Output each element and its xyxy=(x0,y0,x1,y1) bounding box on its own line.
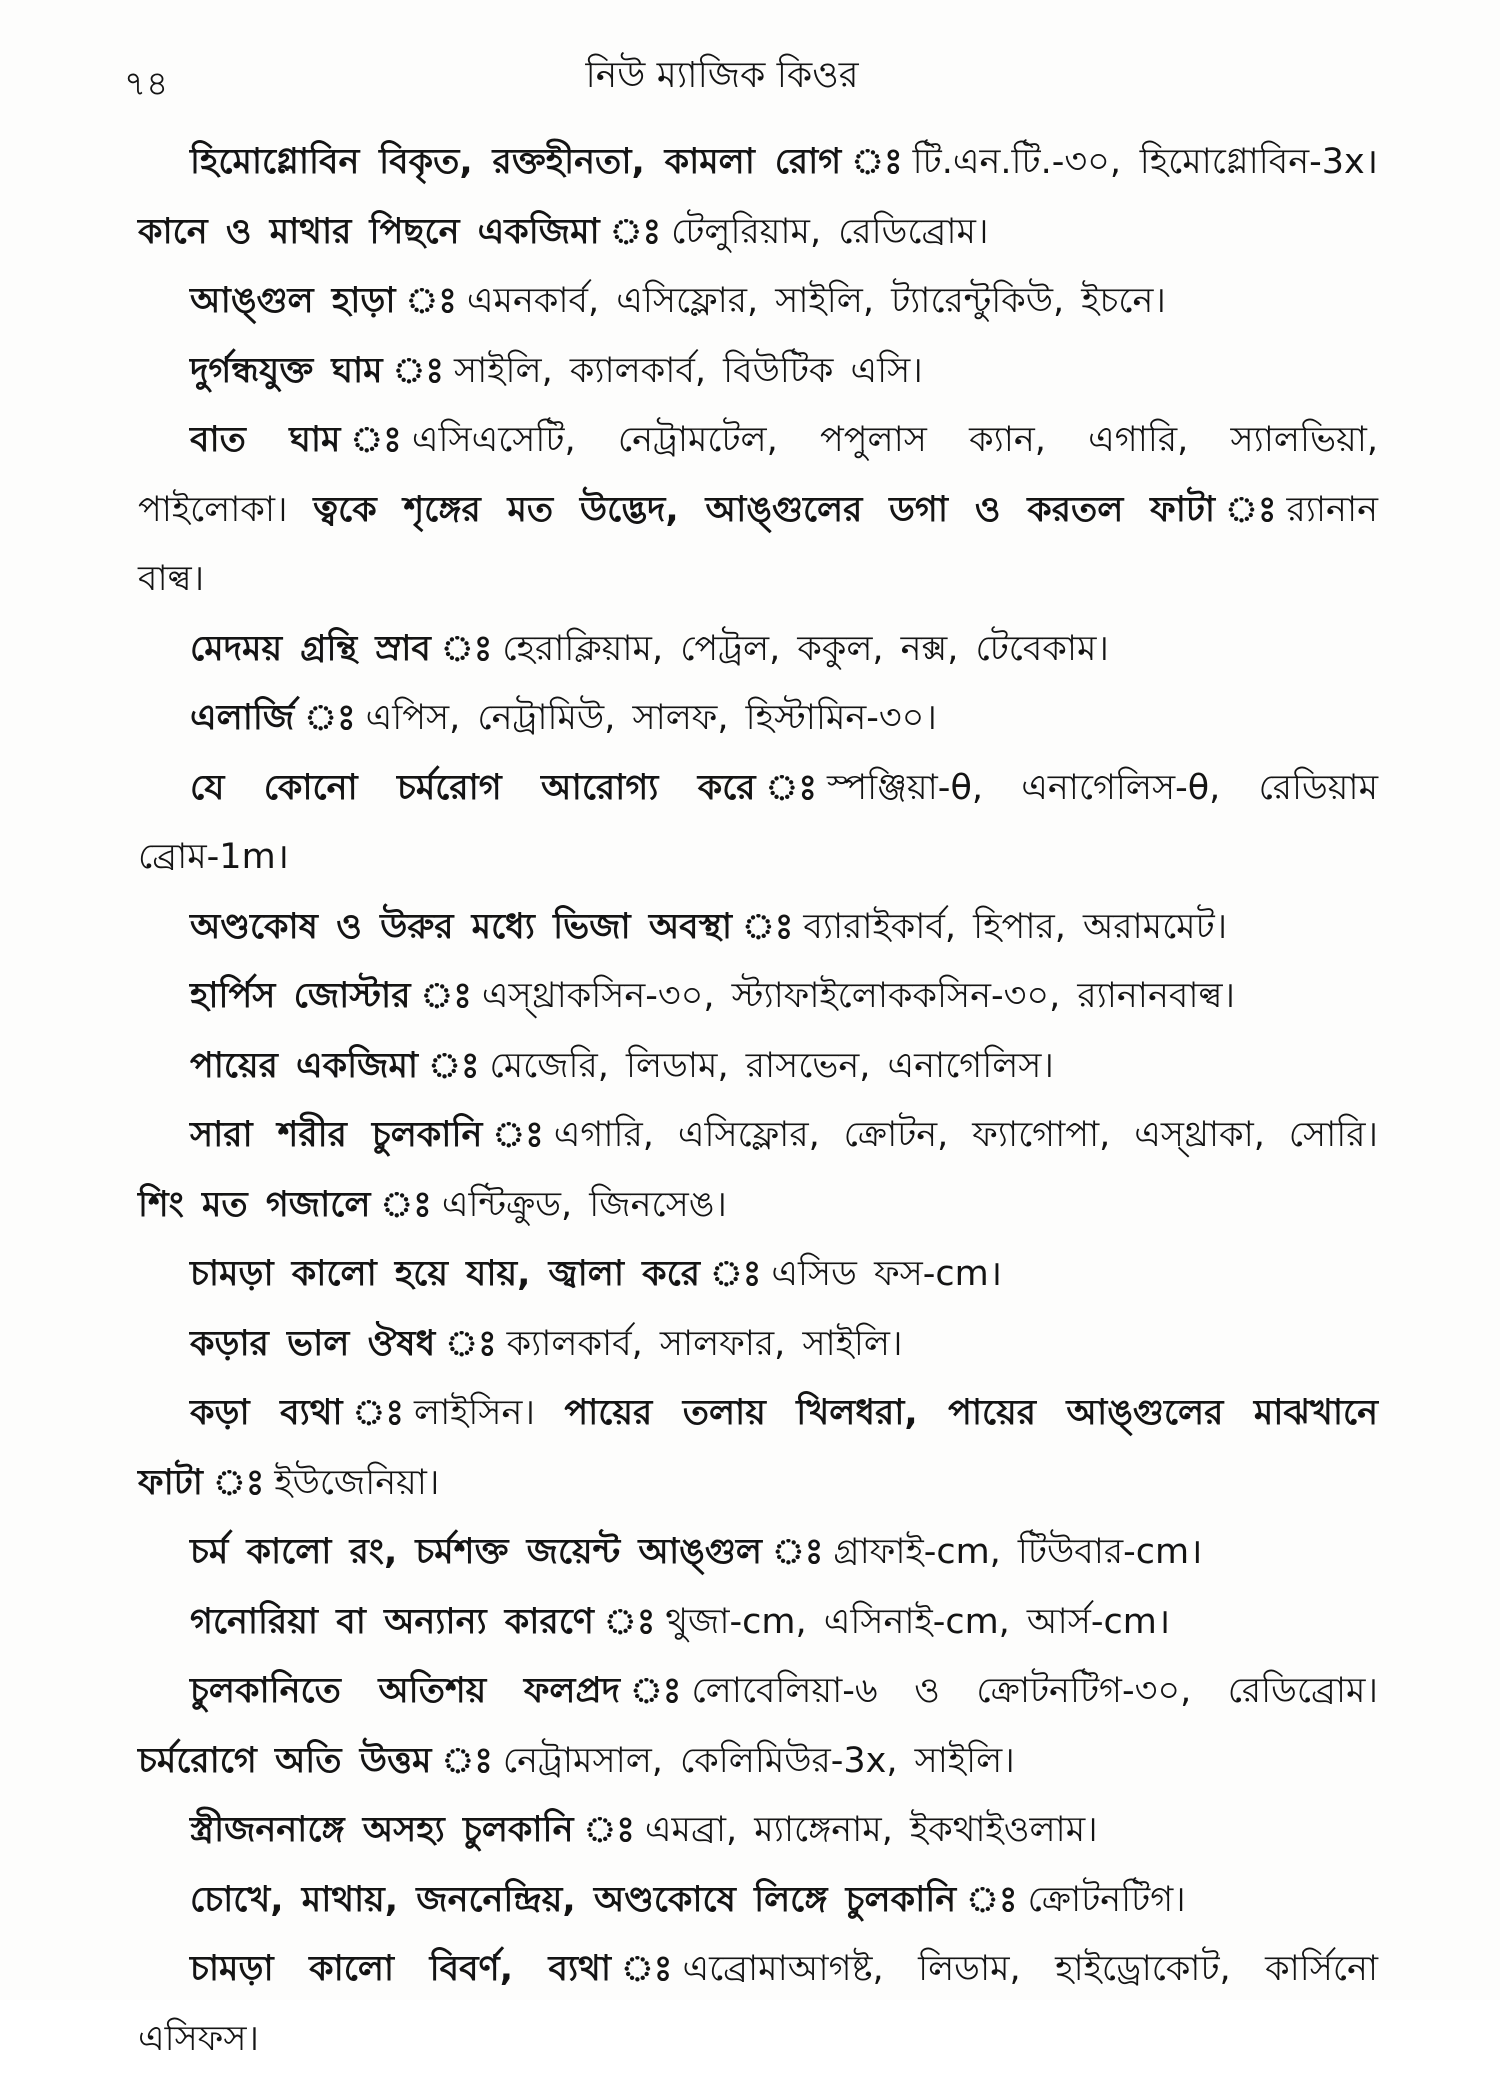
condition-term: যে কোনো চর্মরোগ আরোগ্য করে xyxy=(190,767,756,808)
condition-term: অণ্ডকোষ ও উরুর মধ্যে ভিজা অবস্থা xyxy=(190,906,732,947)
separator: ঃ xyxy=(851,142,903,182)
condition-term: দুর্গন্ধযুক্ত ঘাম xyxy=(190,350,383,391)
separator: ঃ xyxy=(428,1045,480,1086)
remedy-names: টি.এন.টি.-৩০, হিমোগ্লোবিন-3x। xyxy=(912,142,1378,182)
condition-term: স্ত্রীজননাঙ্গে অসহ্য চুলকানি xyxy=(190,1810,574,1850)
page-number: ৭৪ xyxy=(124,64,169,104)
remedy-names: এব্রোমাআগষ্ট, লিডাম, হাইড্রোকোট, কার্সিনো এসিফস। xyxy=(138,1949,1378,2059)
remedy-names: এস্থ্রাকসিন-৩০, স্ট্যাফাইলোককসিন-৩০, র‍্যানানবাল্ব। xyxy=(481,976,1236,1016)
separator: ঃ xyxy=(771,1532,824,1572)
condition-term: মেদময় গ্রন্থি স্রাব xyxy=(190,628,431,669)
remedy-names: গ্রাফাই-cm, টিউবার-cm। xyxy=(833,1532,1203,1572)
separator: ঃ xyxy=(445,1323,497,1364)
remedy-names: থুজা-cm, এসিনাই-cm, আর্স-cm। xyxy=(665,1601,1171,1642)
separator: ঃ xyxy=(966,1879,1018,1920)
separator: ঃ xyxy=(621,1949,673,1989)
remedy-names: ইউজেনিয়া। xyxy=(274,1462,440,1503)
remedy-entry xyxy=(138,1657,1378,1796)
condition-term: শিং মত গজালে xyxy=(138,1184,371,1225)
separator: ঃ xyxy=(1225,489,1277,530)
running-title: নিউ ম্যাজিক কিওর xyxy=(585,55,859,96)
separator: ঃ xyxy=(603,1601,656,1642)
condition-term: সারা শরীর চুলকানি xyxy=(190,1115,483,1155)
condition-term: চুলকানিতে অতিশয় ফলপ্রদ xyxy=(190,1671,620,1711)
remedy-entry xyxy=(138,962,1378,1032)
remedy-entry xyxy=(138,615,1378,685)
separator: ঃ xyxy=(765,767,817,808)
page-header xyxy=(112,44,1382,114)
remedy-names: টেলুরিয়াম, রেডিব্রোম। xyxy=(671,211,989,252)
remedy-entry xyxy=(138,1310,1378,1380)
condition-term: কানে ও মাথার পিছনে একজিমা xyxy=(138,211,600,252)
condition-term: হিমোগ্লোবিন বিকৃত, রক্তহীনতা, কামলা রোগ xyxy=(190,142,842,182)
remedy-entry xyxy=(138,1379,1378,1518)
remedy-entry xyxy=(138,1588,1378,1658)
condition-term: পায়ের তলায় খিলধরা, পায়ের আঙ্গুলের মাঝখানে ফাটা xyxy=(138,1393,1378,1503)
remedy-names: এমনকার্ব, এসিফ্লোর, সাইলি, ট্যারেন্টুকিউ, ইচনে। xyxy=(466,281,1166,321)
remedy-entry xyxy=(138,1796,1378,1866)
remedy-names: এসিএসেটি, নেট্রামটেল, পপুলাস ক্যান, এগারি, স্যালভিয়া, পাইলোকা। xyxy=(138,420,1378,530)
separator: ঃ xyxy=(380,1184,432,1225)
condition-term: চোখে, মাথায়, জননেন্দ্রিয়, অণ্ডকোষে লিঙ্গে চুলকানি xyxy=(190,1879,957,1920)
remedy-entry xyxy=(138,1240,1378,1310)
condition-term: কড়া ব্যথা xyxy=(190,1393,343,1433)
remedy-entry xyxy=(138,1935,1378,2074)
remedy-names: ক্রোটনটিগ। xyxy=(1027,1879,1186,1920)
remedy-names: ক্যালকার্ব, সালফার, সাইলি। xyxy=(506,1323,903,1364)
remedy-names: স্পঞ্জিয়া-θ, এনাগেলিস-θ, রেডিয়াম ব্রোম-1m। xyxy=(138,767,1378,877)
remedy-entry xyxy=(138,406,1378,615)
remedy-entry xyxy=(138,337,1378,407)
condition-term: এলার্জি xyxy=(190,698,295,738)
remedy-names: এপিস, নেট্রামিউ, সালফ, হিস্টামিন-৩০। xyxy=(365,698,937,738)
remedy-entry xyxy=(138,128,1378,267)
remedy-entry xyxy=(138,1866,1378,1936)
separator: ঃ xyxy=(352,1393,404,1433)
remedy-names: এমব্রা, ম্যাঙ্গেনাম, ইকথাইওলাম। xyxy=(644,1810,1098,1850)
condition-term: চর্মরোগে অতি উত্তম xyxy=(138,1740,432,1781)
remedy-names: মেজেরি, লিডাম, রাসভেন, এনাগেলিস। xyxy=(489,1045,1054,1086)
remedy-names: র‍্যানান বাল্ব। xyxy=(138,489,1378,599)
remedy-names: সাইলি, ক্যালকার্ব, বিউটিক এসি। xyxy=(454,350,923,391)
condition-term: পায়ের একজিমা xyxy=(190,1045,419,1086)
separator: ঃ xyxy=(392,350,445,391)
separator: ঃ xyxy=(405,281,457,321)
separator: ঃ xyxy=(441,1740,493,1781)
condition-term: বাত ঘাম xyxy=(190,420,341,460)
remedy-names: হেরাক্লিয়াম, পেট্রল, ককুল, নক্স, টেবেকাম। xyxy=(502,628,1109,669)
remedy-entry xyxy=(138,1101,1378,1240)
remedy-names: লাইসিন। xyxy=(413,1393,535,1433)
separator: ঃ xyxy=(350,420,402,460)
separator: ঃ xyxy=(741,906,794,947)
remedy-names: ব্যারাইকার্ব, হিপার, অরামমেট। xyxy=(803,906,1228,947)
remedy-names: এন্টিক্রুড, জিনসেঙ। xyxy=(441,1184,727,1225)
separator: ঃ xyxy=(609,211,662,252)
separator: ঃ xyxy=(492,1115,544,1155)
remedy-entry xyxy=(138,1518,1378,1588)
separator: ঃ xyxy=(420,976,472,1016)
condition-term: চামড়া কালো হয়ে যায়, জ্বালা করে xyxy=(190,1254,700,1294)
condition-term: ত্বকে শৃঙ্গের মত উদ্ভেদ, আঙ্গুলের ডগা ও করতল ফাটা xyxy=(313,489,1216,530)
condition-term: হার্পিস জোস্টার xyxy=(190,976,411,1016)
condition-term: আঙ্গুল হাড়া xyxy=(190,281,396,321)
separator: ঃ xyxy=(709,1254,762,1294)
separator: ঃ xyxy=(212,1462,265,1503)
condition-term: চামড়া কালো বিবর্ণ, ব্যথা xyxy=(190,1949,611,1989)
remedy-names: লোবেলিয়া-৬ ও ক্রোটনটিগ-৩০, রেডিব্রোম। xyxy=(691,1671,1378,1711)
separator: ঃ xyxy=(630,1671,682,1711)
separator: ঃ xyxy=(304,698,356,738)
remedy-names: নেট্রামসাল, কেলিমিউর-3x, সাইলি। xyxy=(502,1740,1015,1781)
condition-term: কড়ার ভাল ঔষধ xyxy=(190,1323,436,1364)
remedy-entry xyxy=(138,893,1378,963)
remedy-names: এসিড ফস-cm। xyxy=(771,1254,1002,1294)
condition-term: গনোরিয়া বা অন্যান্য কারণে xyxy=(190,1601,594,1642)
remedy-entry xyxy=(138,1032,1378,1102)
remedy-entry xyxy=(138,754,1378,893)
remedy-names: এগারি, এসিফ্লোর, ক্রোটন, ফ্যাগোপা, এস্থ্রাকা, সোরি। xyxy=(553,1115,1379,1155)
remedy-entry xyxy=(138,267,1378,337)
separator: ঃ xyxy=(583,1810,635,1850)
separator: ঃ xyxy=(440,628,493,669)
remedy-list xyxy=(138,128,1378,2074)
remedy-entry xyxy=(138,684,1378,754)
condition-term: চর্ম কালো রং, চর্মশক্ত জয়েন্ট আঙ্গুল xyxy=(190,1532,762,1572)
